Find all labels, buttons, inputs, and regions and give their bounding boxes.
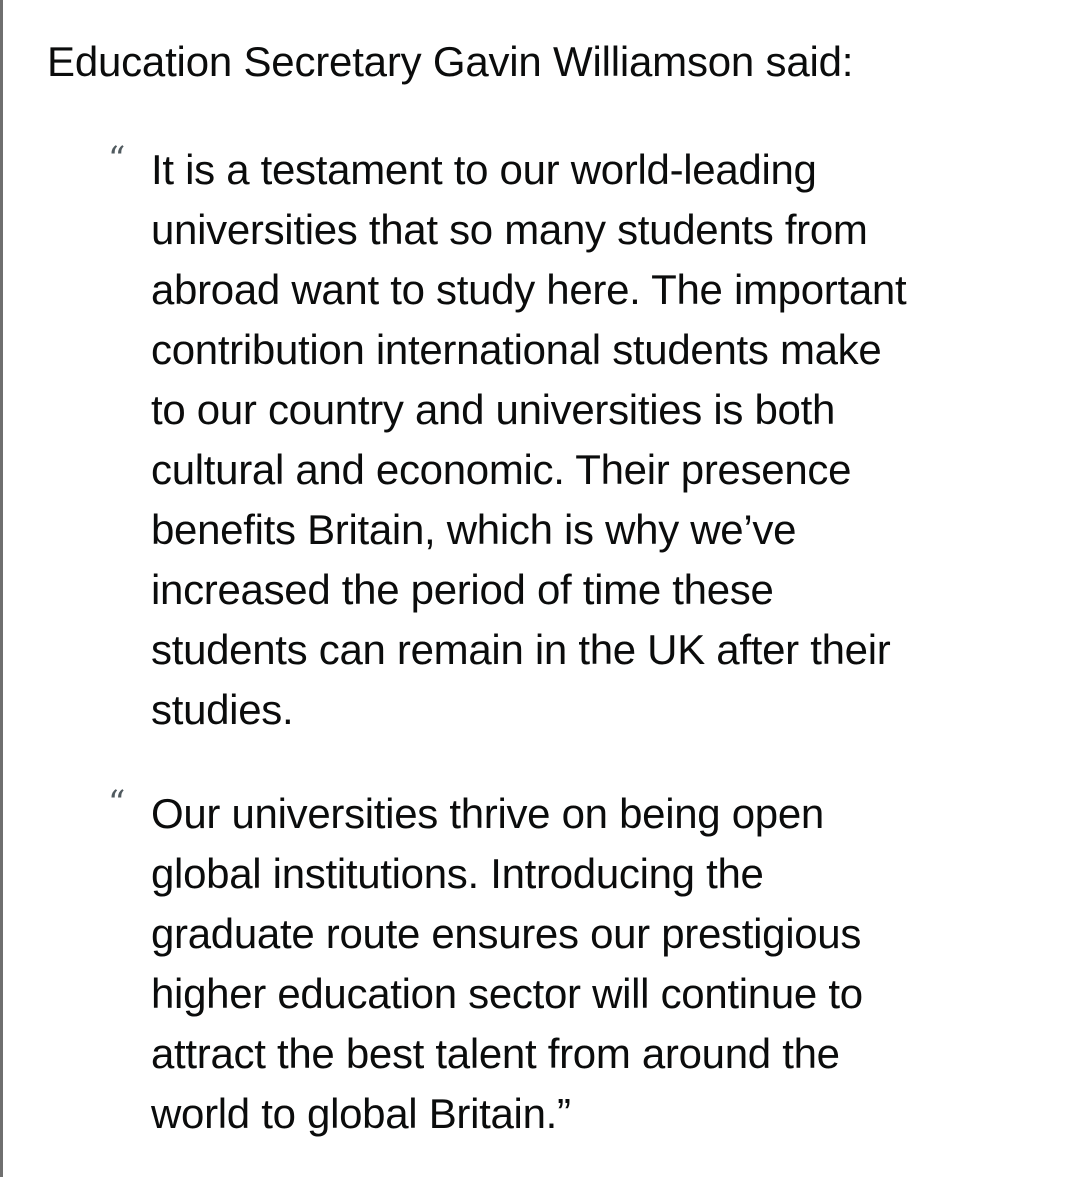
quote-text: It is a testament to our world-leading universities that so many students from abroad want to study here. The important contribution international students make to our country and universities is both cultural and economic. Their presence benefits Britain, which is why we’ve increased the period of time these students can remain in the UK after their studies. [151, 146, 907, 733]
opening-quote-icon: “ [108, 139, 126, 179]
quote-text: Our universities thrive on being open global institutions. Introducing the graduate route ensures our prestigious higher education sector will continue to attract the best talent from around the world to global Britain.” [151, 790, 863, 1137]
quote-block [108, 140, 1008, 740]
left-border [0, 0, 3, 1177]
intro-text: Education Secretary Gavin Williamson said: [47, 38, 854, 85]
opening-quote-icon: “ [108, 783, 126, 823]
quote-block [108, 784, 1008, 1144]
